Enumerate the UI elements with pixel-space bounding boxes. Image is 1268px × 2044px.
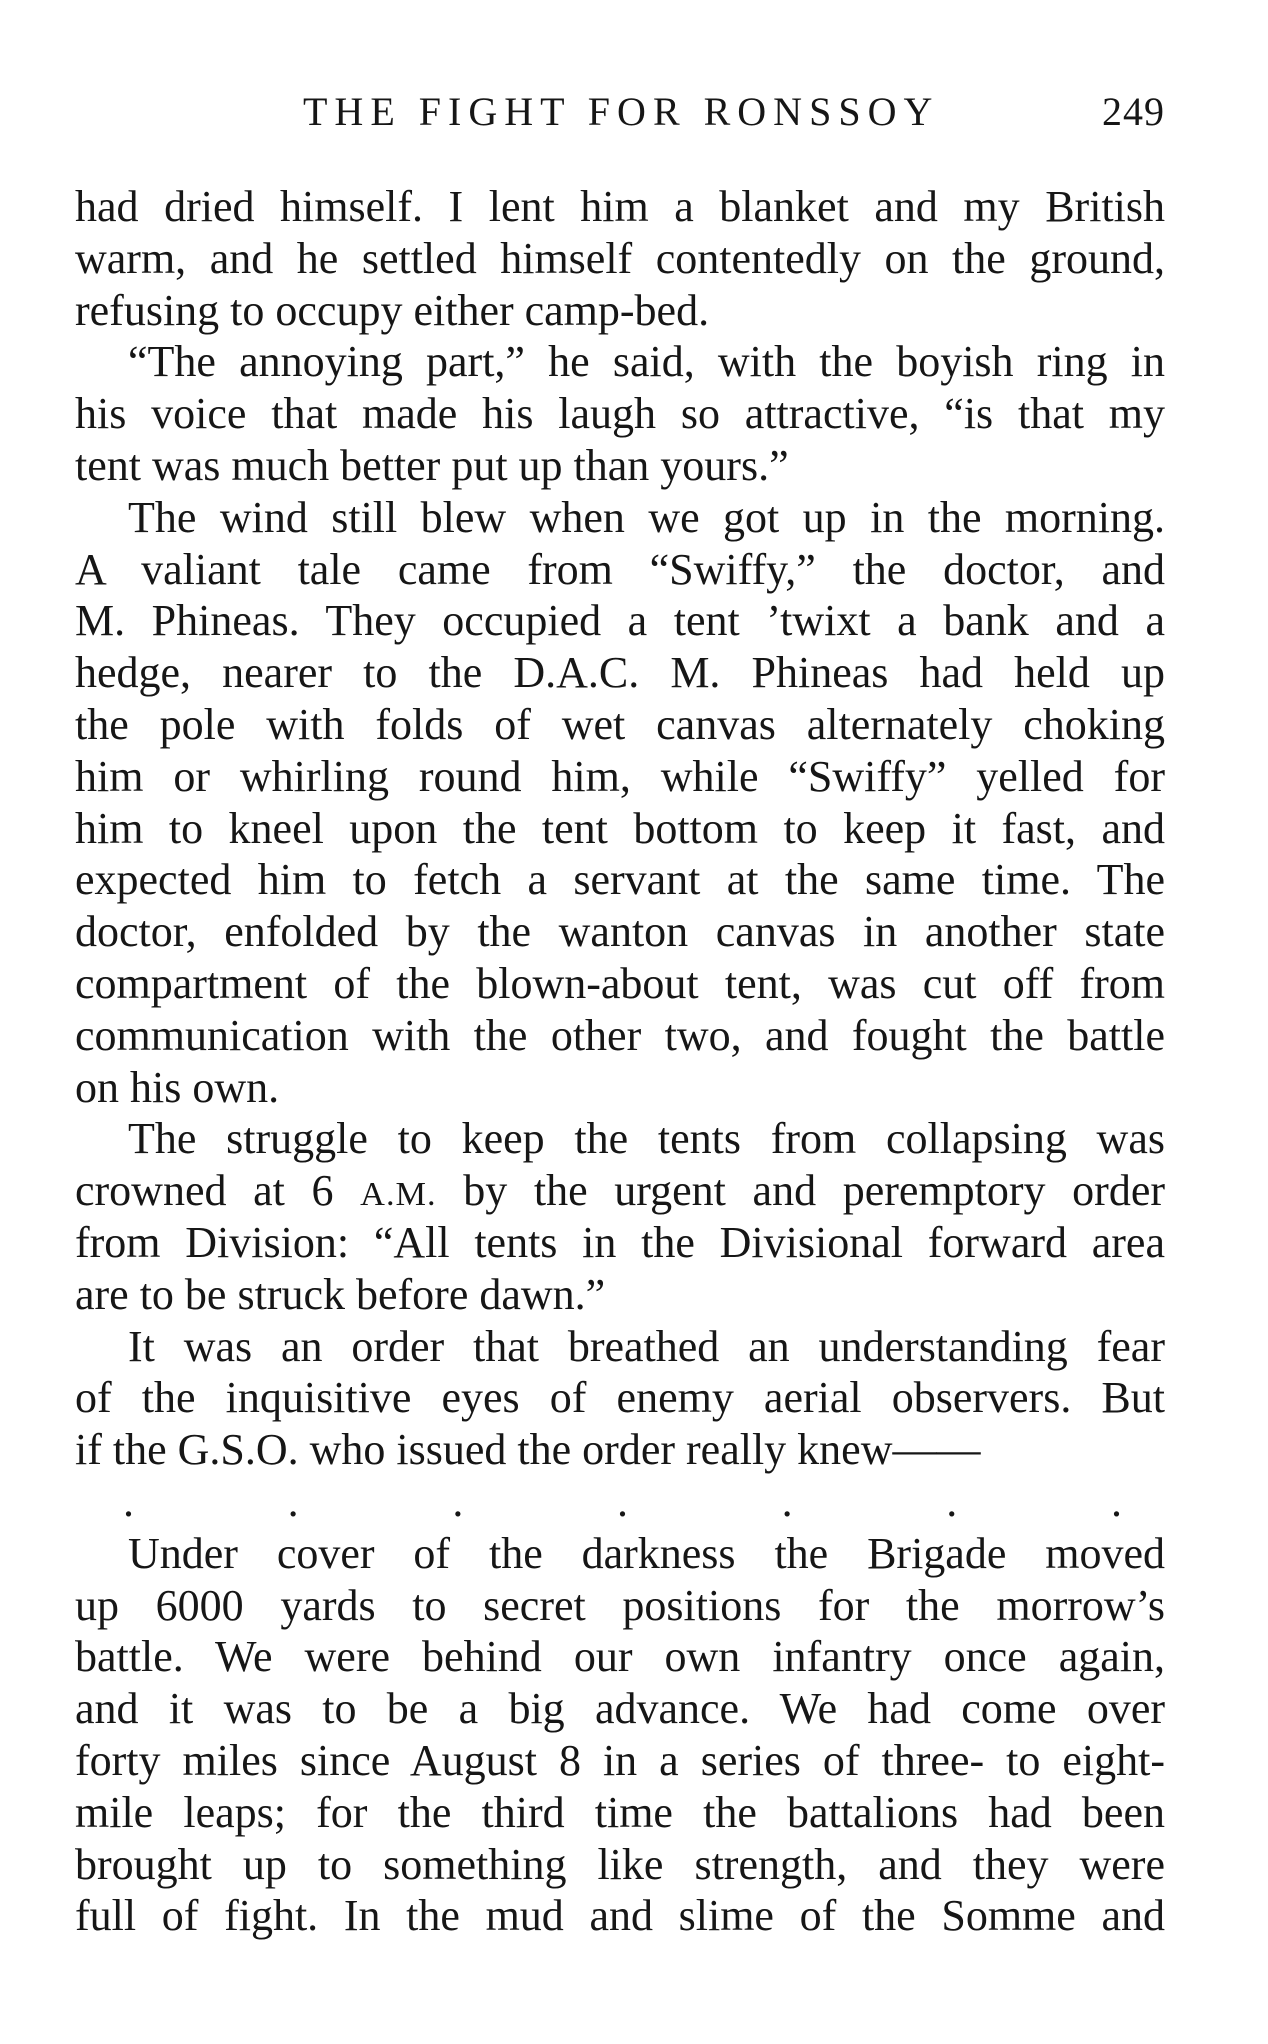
page-number: 249 [1102, 89, 1165, 134]
paragraph [75, 492, 1165, 1114]
text-line: communication with the other two, and fought the battle [75, 1010, 1165, 1060]
text-line: on his own. [75, 1062, 280, 1112]
text-line: The struggle to keep the tents from collapsing was [128, 1114, 1165, 1164]
text-line: compartment of the blown-about tent, was cut off from [75, 958, 1165, 1008]
text-line: “The annoying part,” he said, with the boyish ring in [128, 337, 1165, 387]
text-line: It was an order that breathed an understanding fear [128, 1321, 1165, 1371]
text-line: A valiant tale came from “Swiffy,” the doctor, and [75, 544, 1165, 594]
section-break-dot: . [1110, 1476, 1122, 1526]
text-line: M. Phineas. They occupied a tent ’twixt a bank and a [75, 596, 1165, 646]
text-line: from Division: “All tents in the Divisional forward area [75, 1217, 1165, 1267]
running-title: THE FIGHT FOR RONSSOY [303, 89, 940, 134]
running-head [0, 88, 1268, 136]
section-break-dot: . [946, 1476, 958, 1526]
text-line: are to be struck before dawn.” [75, 1269, 606, 1319]
text-line: had dried himself. I lent him a blanket and my British [75, 182, 1165, 231]
text-line: forty miles since August 8 in a series of three- to eight- [75, 1735, 1165, 1785]
section-break-dot: . [123, 1476, 134, 1526]
text-line: mile leaps; for the third time the battalions had been [75, 1787, 1165, 1837]
text-line: him or whirling round him, while “Swiffy” yelled for [75, 751, 1165, 801]
section-break-dot: . [287, 1476, 299, 1526]
text-line: refusing to occupy either camp-bed. [75, 285, 710, 335]
small-caps-abbreviation: A.M. [360, 1175, 437, 1214]
text-line: doctor, enfolded by the wanton canvas in another state [75, 907, 1165, 957]
text-line: if the G.S.O. who issued the order really knew—— [75, 1425, 981, 1475]
text-line: the pole with folds of wet canvas alternately choking [75, 699, 1165, 749]
body-text [75, 181, 1165, 1942]
text-line: him to kneel upon the tent bottom to keep it fast, and [75, 803, 1165, 853]
paragraph [75, 1321, 1165, 1476]
text-segment: by the urgent and peremptory order [436, 1166, 1165, 1216]
text-line: of the inquisitive eyes of enemy aerial observers. But [75, 1373, 1165, 1423]
text-line: expected him to fetch a servant at the same time. The [75, 855, 1165, 905]
text-line: and it was to be a big advance. We had come over [75, 1684, 1165, 1734]
section-break-dot: . [781, 1476, 793, 1526]
text-line: Under cover of the darkness the Brigade moved [128, 1528, 1165, 1578]
text-line [75, 1165, 1165, 1217]
text-line: full of fight. In the mud and slime of the Somme and [75, 1891, 1165, 1941]
text-line: warm, and he settled himself contentedly on the ground, [75, 233, 1165, 283]
text-line: The wind still blew when we got up in the morning. [128, 492, 1165, 542]
text-line: his voice that made his laugh so attractive, “is that my [75, 389, 1165, 439]
text-line: tent was much better put up than yours.” [75, 440, 789, 490]
section-break [75, 1476, 1165, 1528]
text-segment: crowned at 6 [75, 1166, 361, 1216]
section-break-dot: . [452, 1476, 464, 1526]
paragraph [75, 336, 1165, 491]
text-line: battle. We were behind our own infantry once again, [75, 1632, 1165, 1682]
paragraph [75, 1528, 1165, 1942]
section-break-dot: . [616, 1476, 628, 1526]
text-line: hedge, nearer to the D.A.C. M. Phineas had held up [75, 648, 1165, 698]
paragraph [75, 1113, 1165, 1320]
text-line: brought up to something like strength, and they were [75, 1839, 1165, 1889]
paragraph [75, 181, 1165, 336]
text-line: up 6000 yards to secret positions for the morrow’s [75, 1580, 1165, 1630]
